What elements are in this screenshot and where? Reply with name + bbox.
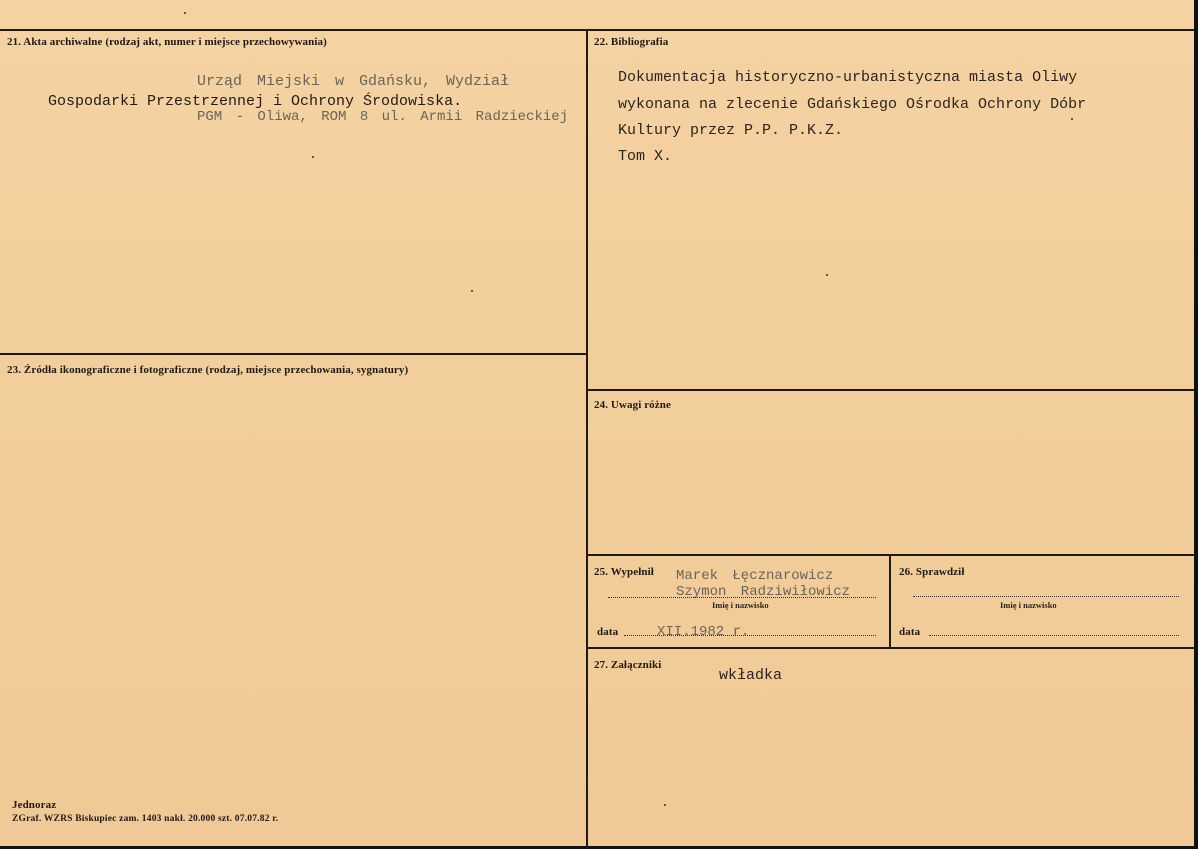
paper-speck <box>471 290 473 292</box>
field26-date-dotted-line <box>929 635 1179 636</box>
field22-line2: wykonana na zlecenie Gdańskiego Ośrodka Ochrony Dóbr <box>618 96 1087 113</box>
field25-date-value: XII.1982 r. <box>657 624 750 640</box>
field21-label: 21. Akta archiwalne (rodzaj akt, numer i miejsce przechowywania) <box>7 36 327 48</box>
field24-label: 24. Uwagi różne <box>594 399 671 411</box>
top-border-line <box>0 29 1194 31</box>
field21-line3: PGM - Oliwa, ROM 8 ul. Armii Radzieckiej <box>197 109 569 125</box>
paper-speck <box>1071 118 1073 120</box>
field22-line4: Tom X. <box>618 148 673 165</box>
field26-date-label: data <box>899 626 921 638</box>
field25-name-caption: Imię i nazwisko <box>712 600 769 610</box>
field25-name-dotted-line <box>608 597 876 598</box>
field26-name-dotted-line <box>913 596 1179 597</box>
footer-line1: Jednoraz <box>12 799 57 811</box>
field25-26-divider-line <box>889 555 891 648</box>
field21-line1: Urząd Miejski w Gdańsku, Wydział <box>197 73 510 90</box>
field25-bottom-line <box>587 647 1194 649</box>
field21-bottom-line <box>0 353 587 355</box>
paper-speck <box>826 274 828 276</box>
center-divider-line <box>586 29 588 846</box>
field25-name2: Szymon Radziwiłowicz <box>676 584 851 600</box>
field27-label: 27. Załączniki <box>594 659 662 671</box>
field27-value: wkładka <box>719 667 783 684</box>
field22-line1: Dokumentacja historyczno-urbanistyczna miasta Oliwy <box>618 69 1078 86</box>
footer-line2: ZGraf. WZRS Biskupiec zam. 1403 nakł. 20.000 szt. 07.07.82 r. <box>12 814 279 824</box>
field22-label: 22. Bibliografia <box>594 36 669 48</box>
paper-speck <box>312 156 314 158</box>
field22-line3: Kultury przez P.P. P.K.Z. <box>618 122 844 139</box>
field23-label: 23. Źródła ikonograficzne i fotograficzne (rodzaj, miejsce przechowania, sygnatury) <box>7 364 409 376</box>
paper-speck <box>184 12 186 14</box>
field26-label: 26. Sprawdził <box>899 566 965 578</box>
right-edge <box>1194 0 1198 849</box>
field25-label: 25. Wypełnił <box>594 566 654 578</box>
field21-line2: Gospodarki Przestrzennej i Ochrony Środowiska. <box>48 93 463 110</box>
paper-speck <box>664 804 666 806</box>
field22-bottom-line <box>587 389 1194 391</box>
field25-name1: Marek Łęcznarowicz <box>676 568 834 584</box>
field26-name-caption: Imię i nazwisko <box>1000 600 1057 610</box>
field25-date-label: data <box>597 626 619 638</box>
